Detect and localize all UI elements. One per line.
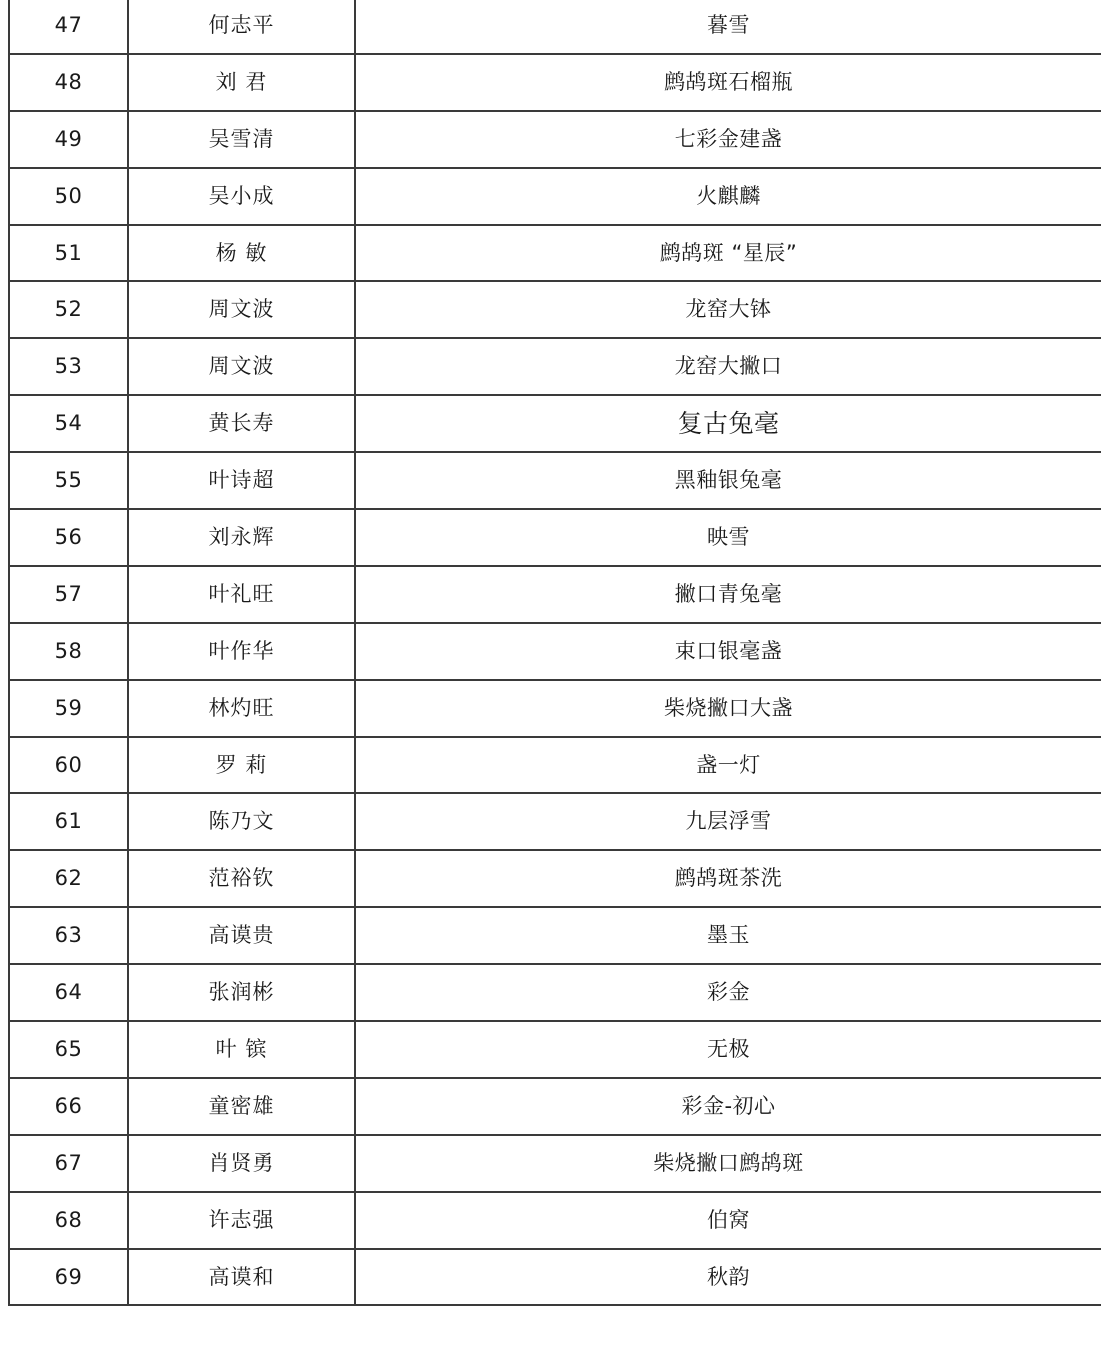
author-name-cell: 刘永辉 bbox=[128, 509, 355, 566]
row-number-cell: 51 bbox=[9, 225, 128, 282]
author-name-cell: 陈乃文 bbox=[128, 793, 355, 850]
table-row bbox=[9, 680, 1101, 737]
author-name-cell: 高谟贵 bbox=[128, 907, 355, 964]
row-number-cell: 50 bbox=[9, 168, 128, 225]
work-title-cell: 墨玉 bbox=[355, 907, 1101, 964]
author-name-cell: 肖贤勇 bbox=[128, 1135, 355, 1192]
row-number-cell: 68 bbox=[9, 1192, 128, 1249]
work-title-cell: 柴烧撇口大盏 bbox=[355, 680, 1101, 737]
author-name-cell: 黄长寿 bbox=[128, 395, 355, 452]
work-title-cell: 复古兔毫 bbox=[355, 395, 1101, 452]
work-title-cell: 伯窝 bbox=[355, 1192, 1101, 1249]
row-number-cell: 67 bbox=[9, 1135, 128, 1192]
table-row bbox=[9, 509, 1101, 566]
entries-table bbox=[8, 0, 1101, 1306]
row-number-cell: 64 bbox=[9, 964, 128, 1021]
author-name-cell: 吴雪清 bbox=[128, 111, 355, 168]
author-name-cell: 杨 敏 bbox=[128, 225, 355, 282]
author-name-cell: 高谟和 bbox=[128, 1249, 355, 1306]
row-number-cell: 56 bbox=[9, 509, 128, 566]
row-number-cell: 54 bbox=[9, 395, 128, 452]
table-row bbox=[9, 1249, 1101, 1306]
author-name-cell: 叶 镔 bbox=[128, 1021, 355, 1078]
table-row bbox=[9, 907, 1101, 964]
row-number-cell: 60 bbox=[9, 737, 128, 794]
table-row bbox=[9, 1135, 1101, 1192]
table-row bbox=[9, 111, 1101, 168]
author-name-cell: 范裕钦 bbox=[128, 850, 355, 907]
row-number-cell: 49 bbox=[9, 111, 128, 168]
row-number-cell: 62 bbox=[9, 850, 128, 907]
author-name-cell: 张润彬 bbox=[128, 964, 355, 1021]
author-name-cell: 许志强 bbox=[128, 1192, 355, 1249]
work-title-cell: 无极 bbox=[355, 1021, 1101, 1078]
table-row bbox=[9, 850, 1101, 907]
author-name-cell: 叶作华 bbox=[128, 623, 355, 680]
author-name-cell: 吴小成 bbox=[128, 168, 355, 225]
row-number-cell: 69 bbox=[9, 1249, 128, 1306]
table-row bbox=[9, 338, 1101, 395]
author-name-cell: 周文波 bbox=[128, 281, 355, 338]
work-title-cell: 鹧鸪斑茶洗 bbox=[355, 850, 1101, 907]
author-name-cell: 刘 君 bbox=[128, 54, 355, 111]
table-row bbox=[9, 1192, 1101, 1249]
work-title-cell: 撇口青兔毫 bbox=[355, 566, 1101, 623]
work-title-cell: 彩金-初心 bbox=[355, 1078, 1101, 1135]
table-row bbox=[9, 0, 1101, 54]
work-title-cell: 柴烧撇口鹧鸪斑 bbox=[355, 1135, 1101, 1192]
work-title-cell: 黑釉银兔毫 bbox=[355, 452, 1101, 509]
row-number-cell: 58 bbox=[9, 623, 128, 680]
row-number-cell: 66 bbox=[9, 1078, 128, 1135]
work-title-cell: 火麒麟 bbox=[355, 168, 1101, 225]
row-number-cell: 52 bbox=[9, 281, 128, 338]
row-number-cell: 61 bbox=[9, 793, 128, 850]
table-row bbox=[9, 1021, 1101, 1078]
work-title-cell: 鹧鸪斑石榴瓶 bbox=[355, 54, 1101, 111]
author-name-cell: 周文波 bbox=[128, 338, 355, 395]
work-title-cell: 彩金 bbox=[355, 964, 1101, 1021]
table-row bbox=[9, 452, 1101, 509]
author-name-cell: 罗 莉 bbox=[128, 737, 355, 794]
row-number-cell: 57 bbox=[9, 566, 128, 623]
work-title-cell: 暮雪 bbox=[355, 0, 1101, 54]
table-row bbox=[9, 168, 1101, 225]
author-name-cell: 叶礼旺 bbox=[128, 566, 355, 623]
row-number-cell: 65 bbox=[9, 1021, 128, 1078]
author-name-cell: 叶诗超 bbox=[128, 452, 355, 509]
work-title-cell: 龙窑大撇口 bbox=[355, 338, 1101, 395]
row-number-cell: 47 bbox=[9, 0, 128, 54]
author-name-cell: 林灼旺 bbox=[128, 680, 355, 737]
work-title-cell: 秋韵 bbox=[355, 1249, 1101, 1306]
work-title-cell: 龙窑大钵 bbox=[355, 281, 1101, 338]
author-name-cell: 童密雄 bbox=[128, 1078, 355, 1135]
table-row bbox=[9, 964, 1101, 1021]
row-number-cell: 59 bbox=[9, 680, 128, 737]
table-row bbox=[9, 793, 1101, 850]
work-title-cell: 九层浮雪 bbox=[355, 793, 1101, 850]
author-name-cell: 何志平 bbox=[128, 0, 355, 54]
table-row bbox=[9, 1078, 1101, 1135]
row-number-cell: 48 bbox=[9, 54, 128, 111]
table-row bbox=[9, 281, 1101, 338]
table-row bbox=[9, 225, 1101, 282]
work-title-cell: 映雪 bbox=[355, 509, 1101, 566]
work-title-cell: 七彩金建盏 bbox=[355, 111, 1101, 168]
list-table-container bbox=[8, 0, 1101, 1366]
work-title-cell: 束口银毫盏 bbox=[355, 623, 1101, 680]
row-number-cell: 63 bbox=[9, 907, 128, 964]
table-row bbox=[9, 737, 1101, 794]
table-row bbox=[9, 395, 1101, 452]
work-title-cell: 盏一灯 bbox=[355, 737, 1101, 794]
table-row bbox=[9, 54, 1101, 111]
table-row bbox=[9, 623, 1101, 680]
row-number-cell: 55 bbox=[9, 452, 128, 509]
work-title-cell: 鹧鸪斑 “星辰” bbox=[355, 225, 1101, 282]
table-row bbox=[9, 566, 1101, 623]
row-number-cell: 53 bbox=[9, 338, 128, 395]
